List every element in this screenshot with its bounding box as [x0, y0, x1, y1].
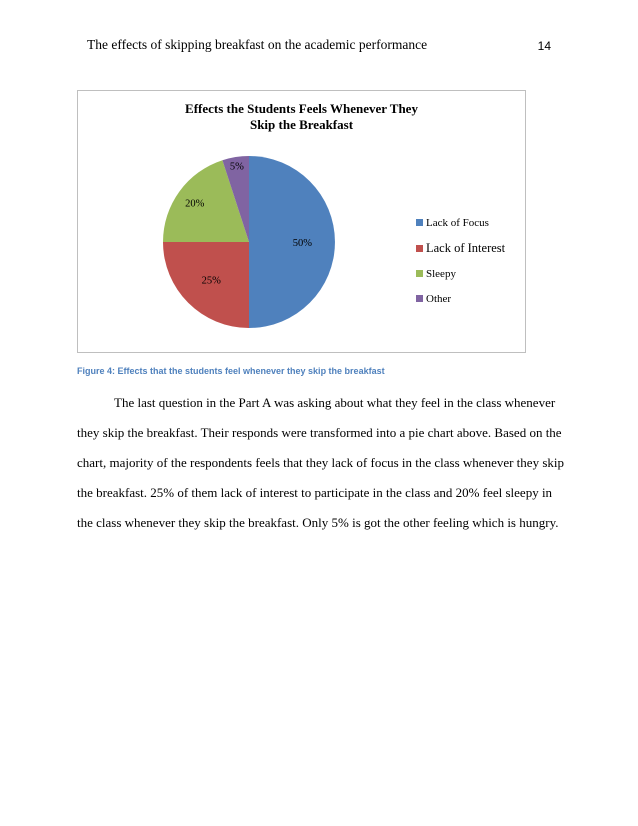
- data-label-other: 5%: [229, 161, 244, 173]
- figure-caption: Figure 4: Effects that the students feel whenever they skip the breakfast: [77, 366, 385, 376]
- page-number: 14: [537, 39, 551, 53]
- legend-label: Lack of Interest: [426, 241, 506, 255]
- data-label-lack-of-focus: 50%: [292, 238, 312, 249]
- chart-title-line-2: Skip the Breakfast: [249, 117, 354, 132]
- body-text: [77, 388, 565, 538]
- legend-item-other: [416, 293, 451, 305]
- legend-swatch: [416, 295, 423, 302]
- legend-item-lack-of-focus: [416, 217, 489, 229]
- legend-swatch: [416, 270, 423, 277]
- running-head: The effects of skipping breakfast on the academic performance: [87, 37, 428, 52]
- chart-title-line-1: Effects the Students Feels Whenever They: [185, 101, 418, 116]
- data-label-sleepy: 20%: [185, 198, 205, 210]
- legend-item-sleepy: [416, 268, 456, 280]
- body-paragraph: The last question in the Part A was asking about what they feel in the class whenever they skip the breakfast. Their responds were transformed into a pie chart above. Based on the chart, majority of the respondents feels that they lack of focus in the class whenever they skip the breakfast. 25% of them lack of interest to participate in the class and 20% feel sleepy in the class whenever they skip the breakfast. Only 5% is got the other feeling which is hungry.: [77, 395, 564, 530]
- legend-label: Sleepy: [426, 268, 456, 280]
- data-label-lack-of-interest: 25%: [201, 275, 221, 287]
- legend-item-lack-of-interest: [416, 241, 505, 256]
- legend-label: Lack of Focus: [426, 217, 489, 229]
- legend-swatch: [416, 245, 423, 252]
- pie-chart: [77, 90, 526, 353]
- legend-label: Other: [426, 293, 452, 305]
- legend-swatch: [416, 219, 423, 226]
